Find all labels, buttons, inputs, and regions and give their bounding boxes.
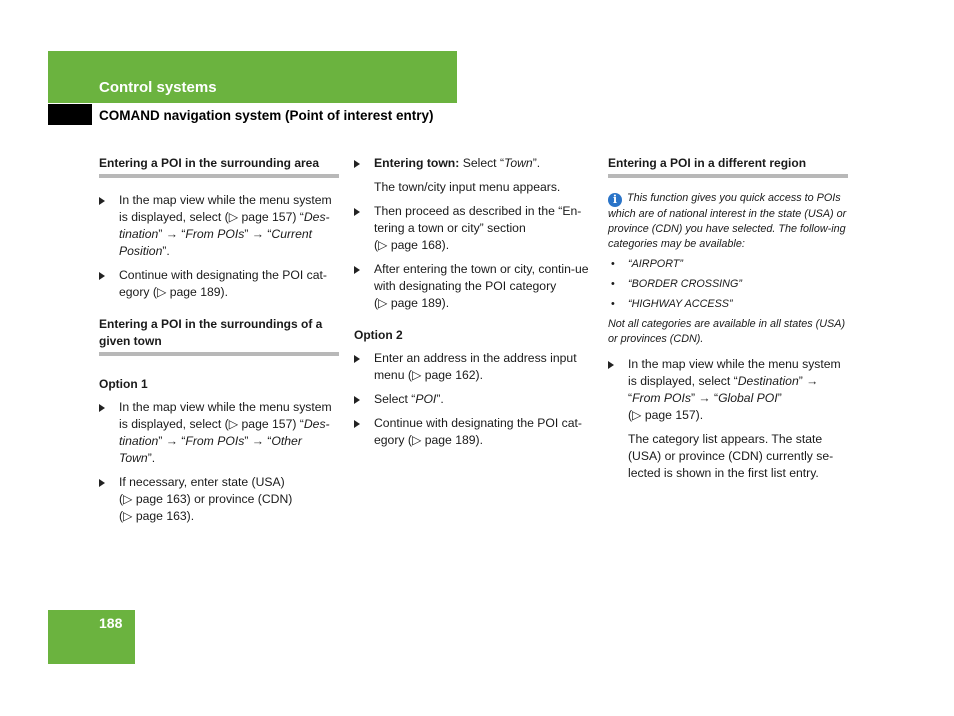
column-left (99, 155, 339, 525)
column-middle (354, 155, 594, 449)
column-right (608, 155, 848, 482)
page-ref-link[interactable]: (▷ page 163) (119, 492, 191, 506)
page-ref-link[interactable]: ▷ page 157 (228, 210, 293, 224)
page-ref-link[interactable]: (▷ page 168) (374, 238, 446, 252)
step-select-poi: Select “POI”. (354, 391, 594, 408)
step-select-other-town: In the map view while the menu system is displayed, select (▷ page 157) “Des-tination” → “From POIs” → “Other Town”. (99, 399, 339, 467)
result-category-list: The category list appears. The state (USA) or province (CDN) currently se-lected is shown in the first list entry. (628, 432, 834, 480)
info-note: i This function gives you quick access to POIs which are of national interest in the state (USA) or province (CDN) you have selected. The follow-ing categories may be available: (608, 192, 847, 250)
page-ref-link[interactable]: (▷ page 157) (628, 408, 700, 422)
section-title: Control systems (99, 79, 217, 96)
option-1-label: Option 1 (99, 377, 148, 391)
triangle-bullet-icon (354, 160, 360, 168)
triangle-bullet-icon (354, 266, 360, 274)
step-select-current-position: In the map view while the menu system is displayed, select (▷ page 157) “Des-tination” → “From POIs” → “Current Position”. (99, 192, 339, 260)
step-entering-town: Entering town: Select “Town”. (354, 155, 594, 172)
triangle-bullet-icon (99, 404, 105, 412)
step-proceed-town: Then proceed as described in the “En-tering a town or city” section (▷ page 168). (354, 203, 594, 254)
heading-given-town: Entering a POI in the surroundings of a given town (99, 316, 339, 356)
heading-different-region: Entering a POI in a different region (608, 155, 848, 178)
subsection-title: COMAND navigation system (Point of interest entry) (99, 108, 434, 123)
page-ref-link[interactable]: ▷ page 162 (411, 368, 476, 382)
triangle-bullet-icon (354, 208, 360, 216)
result-town-menu: The town/city input menu appears. (374, 180, 561, 194)
bullet-dot-icon: • (611, 278, 615, 290)
triangle-bullet-icon (608, 361, 614, 369)
step-enter-state: If necessary, enter state (USA) (▷ page 163) or province (CDN) (▷ page 163). (99, 474, 339, 525)
page-ref-link[interactable]: (▷ page 163) (119, 509, 191, 523)
triangle-bullet-icon (354, 396, 360, 404)
list-item: • “HIGHWAY ACCESS” (611, 298, 733, 310)
step-designate-category-2: Continue with designating the POI cat-egory (▷ page 189). (354, 415, 594, 449)
page-ref-link[interactable]: ▷ page 157 (228, 417, 293, 431)
list-item: • “AIRPORT” (611, 258, 683, 270)
step-after-town: After entering the town or city, contin-ue with designating the POI category (▷ page 189). (354, 261, 594, 312)
triangle-bullet-icon (354, 420, 360, 428)
page-ref-link[interactable]: ▷ page 189 (156, 285, 221, 299)
page-ref-link[interactable]: ▷ page 189 (411, 433, 476, 447)
header-black-tab (48, 104, 92, 125)
triangle-bullet-icon (99, 197, 105, 205)
info-icon: i (608, 193, 622, 207)
triangle-bullet-icon (354, 355, 360, 363)
option-2-label: Option 2 (354, 328, 403, 342)
availability-note: Not all categories are available in all states (USA) or provinces (CDN). (608, 318, 846, 345)
step-select-global-poi: In the map view while the menu system is displayed, select “Destination” → “From POIs” → “Global POI” (▷ page 157). (608, 356, 848, 424)
list-item: • “BORDER CROSSING” (611, 278, 742, 290)
bullet-dot-icon: • (611, 298, 615, 310)
triangle-bullet-icon (99, 272, 105, 280)
bullet-dot-icon: • (611, 258, 615, 270)
triangle-bullet-icon (99, 479, 105, 487)
step-designate-category: Continue with designating the POI cat-egory (▷ page 189). (99, 267, 339, 301)
step-enter-address: Enter an address in the address input menu (▷ page 162). (354, 350, 594, 384)
page-number: 188 (99, 615, 123, 631)
page-ref-link[interactable]: (▷ page 189) (374, 296, 446, 310)
heading-surrounding-area: Entering a POI in the surrounding area (99, 155, 339, 178)
